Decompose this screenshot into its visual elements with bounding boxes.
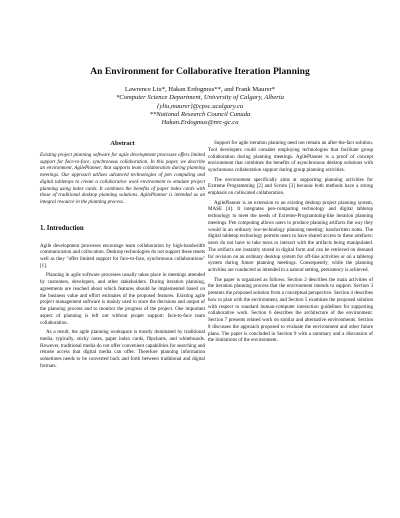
- left-column: [40, 140, 205, 372]
- right-column: [208, 140, 373, 347]
- right-paragraph-3: AgilePlanner is an extension to an existing desktop project planning system, MASE [4]. It integrates pen-computing technology and digital tabletop technology to meet the needs of Extreme-Programming-like iteration planning meetings. Pen computing allows users to produce planning artifacts the way they would in an ordinary low-technology planning meeting: handwritten notes. The digital tabletop technology permits users to have shared access to these artefacts: users do not have to take turns to interact with the artifacts being manipulated. The artifacts are instantly stored in digital form and can be retrieved on demand for revision on an ordinary desktop system for off-line activities or on a tabletop system during future planning meetings. Consequently, while the planning activities are conducted as intended in a natural setting, persistency is achieved.: [208, 199, 373, 274]
- right-paragraph-1: Support for agile iteration planning need not remain an after-the-fact solution. Tool developers could consider employing technologies that facilitate group collaboration during planning meetings. AgilePlanner is a proof of concept environment that combines the benefits of asynchronous desktop solutions with synchronous collaboration support during group planning activities.: [208, 140, 373, 173]
- right-paragraph-2: The environment specifically aims at supporting planning activities for Extreme Programming [2] and Scrum [3] because both methods have a strong emphasis on collocated collaboration.: [208, 176, 373, 197]
- intro-paragraph-2: Planning in agile software processes usually takes place in meetings attended by customers, developers, and other stakeholders. During iteration planning, agreements are reached about which features should be implemented based on the business value and effort estimates of the proposed features. Existing agile project management software is mainly used to store the decisions and output of the planning process and to monitor the progress of the project. One important aspect of planning is left out without proper support: face-to-face team collaboration.: [40, 272, 205, 326]
- email-nrc: Hakan.Erdogmus@nrc-gc.ca: [161, 119, 239, 127]
- affiliation-nrc: **National Research Council Canada: [149, 110, 251, 118]
- intro-paragraph-3: As a result, the agile planning workspace is mostly dominated by traditional media, typically, sticky notes, paper index cards, flipcharts, and whiteboards. However, traditional media do not offer convenient capabilities for searching and remote access that digital media can offer. Therefore planning information sometimes needs to be converted back and forth between traditional and digital formats.: [40, 329, 205, 369]
- intro-paragraph-1: Agile development processes encourage team collaboration by high-bandwidth communication and collocation. Desktop technologies do not support these tenets well as they "offer limited support for face-to-face, synchronous collaborations" [1].: [40, 242, 205, 269]
- abstract-text: Existing project planning software for agile development processes offers limited support for face-to-face, synchronous collaboration. In this paper, we describe an environment, AgilePlanner, that supports team collaboration during planning meetings. Our approach utilizes advanced technologies of pen computing and digital tabletops to create a collaborative work environment to emulate project planning using index cards. It combines the benefits of paper index cards with those of traditional desktop planning solutions. AgilePlanner is intended as an integral resource in the planning process.: [40, 151, 205, 205]
- paper-title: An Environment for Collaborative Iteration Planning: [90, 66, 310, 77]
- intro-heading: 1. Introduction: [40, 224, 84, 232]
- affiliation-calgary: *Computer Science Department, University of Calgary, Alberta: [116, 94, 284, 102]
- email-calgary: {yliu,maurer}@cpsc.ucalgary.ca: [156, 102, 244, 110]
- abstract-heading: Abstract: [110, 140, 135, 147]
- author-block: [0, 86, 400, 127]
- author-names: Lawrence Liu*, Hakan Erdogmus**, and Frank Maurer*: [124, 86, 276, 93]
- right-paragraph-4: The paper is organized as follows. Section 2 describes the main activities of the iteration planning process that the environment intends to support. Section 3 presents the proposed solution from a conceptual perspective. Section 4 describes how to plan with the environment, and Section 5 examines the proposed solution with respect to standard human-computer interaction guidelines for supporting collaborative work. Section 6 describes the architecture of the environment. Section 7 presents related work on similar and alternative environments. Section 8 discusses the approach proposed to evaluate the environment and other future plans. The paper is concluded in Section 9 with a summary and a discussion of the limitations of the environment.: [208, 276, 373, 344]
